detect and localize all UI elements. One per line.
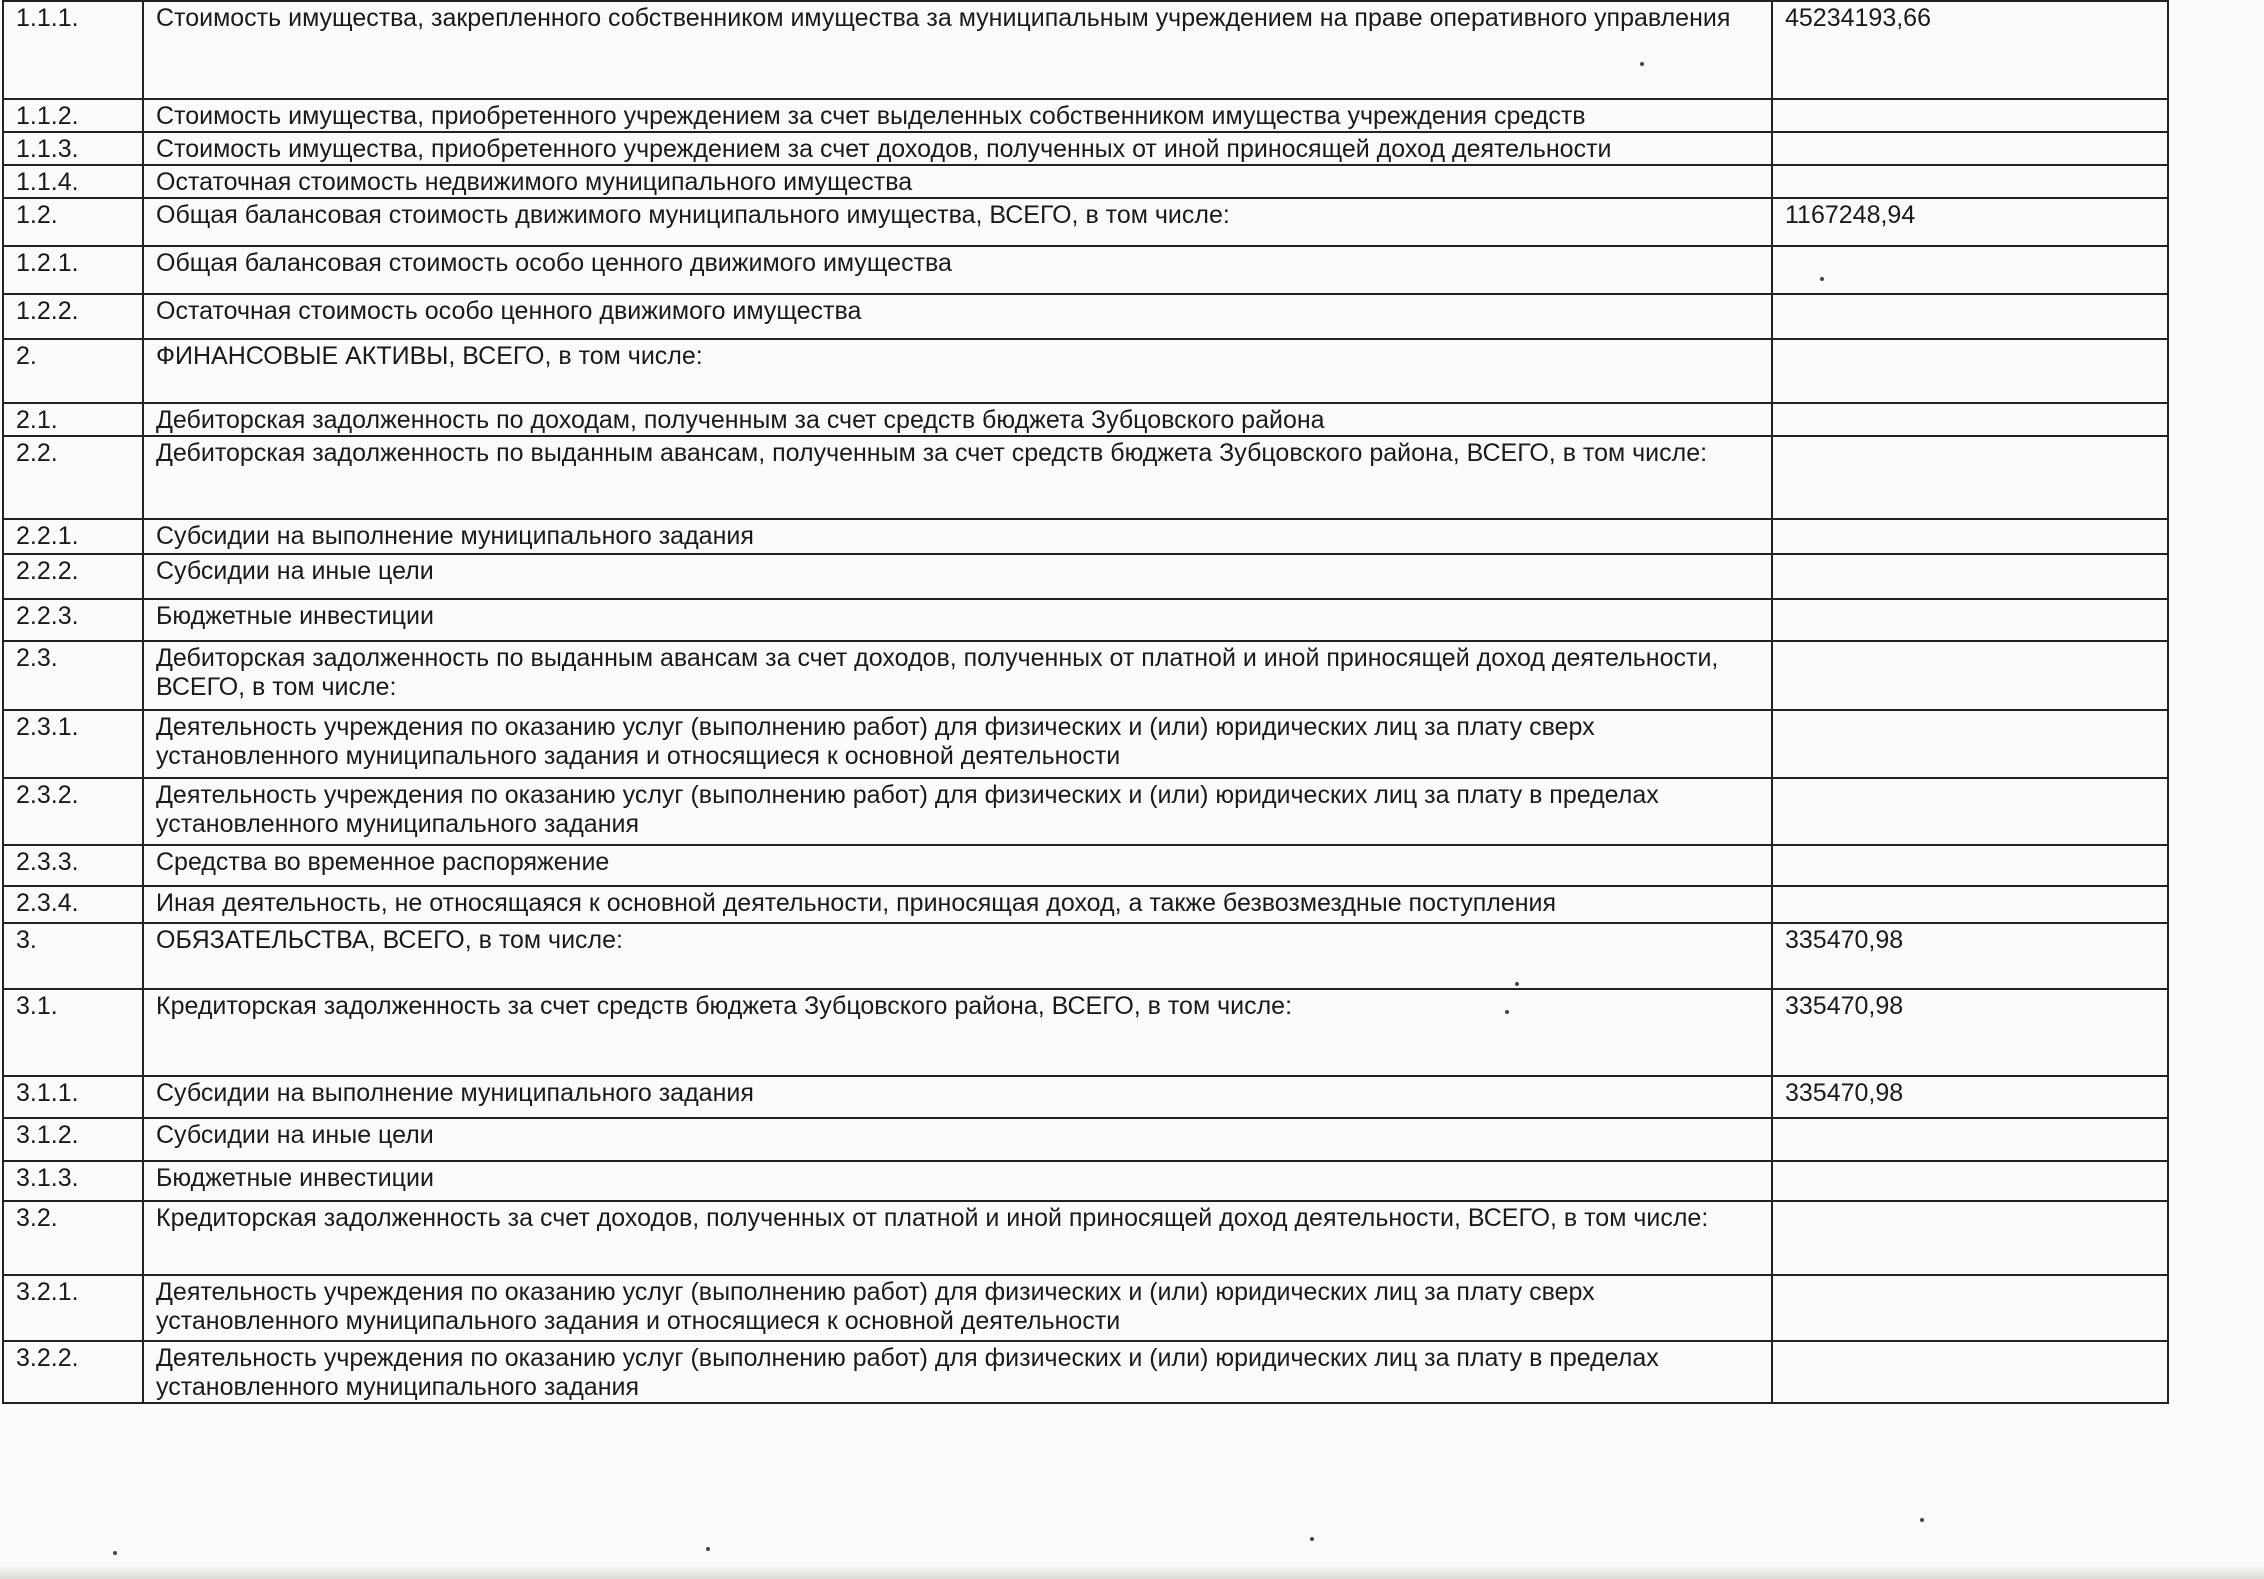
table-row [3, 886, 2168, 923]
row-number: 2.3.2. [3, 778, 143, 845]
row-value [1772, 886, 2168, 923]
table-row [3, 246, 2168, 294]
row-number: 2.3. [3, 641, 143, 710]
row-number: 2.1. [3, 403, 143, 436]
row-number: 2. [3, 339, 143, 403]
table-row [3, 599, 2168, 641]
table-row [3, 923, 2168, 989]
table-row [3, 641, 2168, 710]
table-row [3, 1161, 2168, 1201]
table-row [3, 710, 2168, 778]
row-text: Дебиторская задолженность по выданным авансам за счет доходов, полученных от платной и иной приносящей доход деятельности, ВСЕГО, в том числе: [143, 641, 1772, 710]
row-text: Деятельность учреждения по оказанию услуг (выполнению работ) для физических и (или) юридических лиц за плату сверх установленного муниципального задания и относящиеся к основной деятельности [143, 1275, 1772, 1341]
row-value: 1167248,94 [1772, 198, 2168, 246]
row-text: Субсидии на выполнение муниципального задания [143, 519, 1772, 554]
row-number: 2.2. [3, 436, 143, 519]
table-row [3, 1118, 2168, 1161]
row-text: Общая балансовая стоимость движимого муниципального имущества, ВСЕГО, в том числе: [143, 198, 1772, 246]
scan-speck [1640, 62, 1644, 66]
row-value [1772, 519, 2168, 554]
table-row [3, 294, 2168, 339]
table-row [3, 554, 2168, 599]
table-row [3, 436, 2168, 519]
row-text: Кредиторская задолженность за счет средств бюджета Зубцовского района, ВСЕГО, в том числе: [143, 989, 1772, 1076]
row-value: 335470,98 [1772, 1076, 2168, 1118]
property-report-table [2, 0, 2169, 1404]
row-number: 2.3.1. [3, 710, 143, 778]
table-row [3, 1, 2168, 99]
row-text: Стоимость имущества, приобретенного учреждением за счет выделенных собственником имущества учреждения средств [143, 99, 1772, 132]
row-value [1772, 1201, 2168, 1275]
row-number: 2.2.1. [3, 519, 143, 554]
row-text: Деятельность учреждения по оказанию услуг (выполнению работ) для физических и (или) юридических лиц за плату в пределах установленного муниципального задания [143, 1341, 1772, 1403]
scan-speck [1505, 1010, 1509, 1014]
table-row [3, 403, 2168, 436]
row-number: 3.2.2. [3, 1341, 143, 1403]
row-value [1772, 403, 2168, 436]
row-number: 1.2. [3, 198, 143, 246]
row-number: 3.1.2. [3, 1118, 143, 1161]
row-number: 1.1.4. [3, 165, 143, 198]
row-value [1772, 99, 2168, 132]
row-text: Субсидии на выполнение муниципального задания [143, 1076, 1772, 1118]
row-value [1772, 599, 2168, 641]
scan-speck [1820, 277, 1824, 281]
table-row [3, 778, 2168, 845]
row-value [1772, 641, 2168, 710]
row-text: Остаточная стоимость недвижимого муниципального имущества [143, 165, 1772, 198]
row-number: 2.2.2. [3, 554, 143, 599]
row-number: 3.2.1. [3, 1275, 143, 1341]
row-number: 3.1.3. [3, 1161, 143, 1201]
row-text: Деятельность учреждения по оказанию услуг (выполнению работ) для физических и (или) юридических лиц за плату сверх установленного муниципального задания и относящиеся к основной деятельности [143, 710, 1772, 778]
row-number: 1.1.1. [3, 1, 143, 99]
table-row [3, 1275, 2168, 1341]
row-text: Дебиторская задолженность по выданным авансам, полученным за счет средств бюджета Зубцовского района, ВСЕГО, в том числе: [143, 436, 1772, 519]
row-number: 3.1.1. [3, 1076, 143, 1118]
row-text: Деятельность учреждения по оказанию услуг (выполнению работ) для физических и (или) юридических лиц за плату в пределах установленного муниципального задания [143, 778, 1772, 845]
row-number: 3. [3, 923, 143, 989]
row-number: 3.2. [3, 1201, 143, 1275]
row-number: 2.3.3. [3, 845, 143, 886]
row-value: 45234193,66 [1772, 1, 2168, 99]
table-row [3, 845, 2168, 886]
scan-speck [1310, 1537, 1314, 1541]
row-value [1772, 845, 2168, 886]
row-value [1772, 710, 2168, 778]
row-text: Дебиторская задолженность по доходам, полученным за счет средств бюджета Зубцовского района [143, 403, 1772, 436]
row-value [1772, 436, 2168, 519]
row-value [1772, 1118, 2168, 1161]
row-value [1772, 778, 2168, 845]
table-row [3, 989, 2168, 1076]
scan-speck [113, 1551, 117, 1555]
row-number: 3.1. [3, 989, 143, 1076]
row-number: 1.1.2. [3, 99, 143, 132]
table-row [3, 519, 2168, 554]
scan-speck [1920, 1518, 1924, 1522]
row-value [1772, 339, 2168, 403]
row-value: 335470,98 [1772, 989, 2168, 1076]
table-row [3, 99, 2168, 132]
row-value [1772, 294, 2168, 339]
row-text: Субсидии на иные цели [143, 554, 1772, 599]
table-row [3, 132, 2168, 165]
row-number: 2.2.3. [3, 599, 143, 641]
row-text: Средства во временное распоряжение [143, 845, 1772, 886]
table-row [3, 339, 2168, 403]
row-text: ФИНАНСОВЫЕ АКТИВЫ, ВСЕГО, в том числе: [143, 339, 1772, 403]
row-number: 2.3.4. [3, 886, 143, 923]
table-row [3, 1076, 2168, 1118]
row-value [1772, 165, 2168, 198]
table-row [3, 1201, 2168, 1275]
row-text: Бюджетные инвестиции [143, 599, 1772, 641]
table-row [3, 1341, 2168, 1403]
row-number: 1.2.1. [3, 246, 143, 294]
row-number: 1.1.3. [3, 132, 143, 165]
row-text: Кредиторская задолженность за счет доходов, полученных от платной и иной приносящей доход деятельности, ВСЕГО, в том числе: [143, 1201, 1772, 1275]
row-text: Общая балансовая стоимость особо ценного движимого имущества [143, 246, 1772, 294]
scan-bottom-edge [0, 1565, 2264, 1579]
scan-speck [706, 1547, 710, 1551]
row-value [1772, 1275, 2168, 1341]
row-value: 335470,98 [1772, 923, 2168, 989]
table-row [3, 165, 2168, 198]
row-value [1772, 132, 2168, 165]
row-text: Стоимость имущества, приобретенного учреждением за счет доходов, полученных от иной приносящей доход деятельности [143, 132, 1772, 165]
row-number: 1.2.2. [3, 294, 143, 339]
row-value [1772, 246, 2168, 294]
table-row [3, 198, 2168, 246]
scan-speck [1515, 982, 1519, 986]
row-text: ОБЯЗАТЕЛЬСТВА, ВСЕГО, в том числе: [143, 923, 1772, 989]
row-text: Остаточная стоимость особо ценного движимого имущества [143, 294, 1772, 339]
row-value [1772, 1161, 2168, 1201]
row-text: Бюджетные инвестиции [143, 1161, 1772, 1201]
row-value [1772, 554, 2168, 599]
row-text: Иная деятельность, не относящаяся к основной деятельности, приносящая доход, а также безвозмездные поступления [143, 886, 1772, 923]
row-text: Субсидии на иные цели [143, 1118, 1772, 1161]
row-value [1772, 1341, 2168, 1403]
row-text: Стоимость имущества, закрепленного собственником имущества за муниципальным учреждением на праве оперативного управления [143, 1, 1772, 99]
